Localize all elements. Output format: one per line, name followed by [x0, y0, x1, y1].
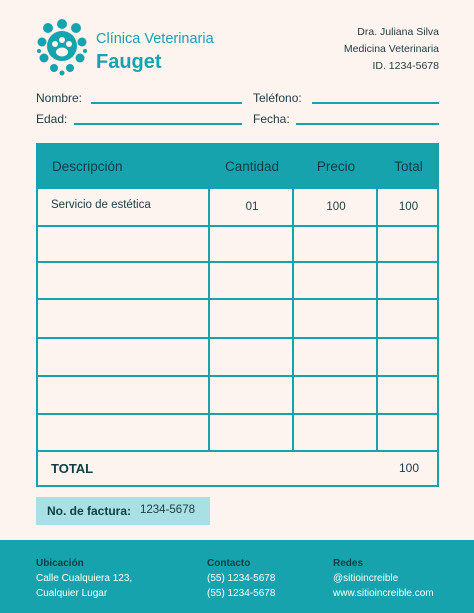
clinic-label: Clínica Veterinaria	[96, 31, 214, 47]
row-divider	[38, 413, 437, 415]
ubicacion-title: Ubicación	[36, 558, 84, 569]
header-precio: Precio	[316, 159, 356, 174]
footer-ubicacion	[36, 556, 132, 601]
row-divider	[38, 450, 437, 452]
row-quantity: 01	[245, 201, 259, 213]
column-divider	[292, 189, 294, 451]
footer-contacto	[207, 556, 275, 601]
table-header	[38, 145, 437, 189]
ubicacion-line: Calle Cualquiera 123,	[36, 573, 133, 584]
footer-redes	[333, 556, 434, 601]
telefono-label: Teléfono:	[253, 91, 302, 105]
row-divider	[38, 298, 437, 300]
row-divider	[38, 375, 437, 377]
row-divider	[38, 225, 437, 227]
edad-label: Edad:	[36, 112, 68, 126]
column-divider	[376, 189, 378, 451]
nombre-field[interactable]	[91, 102, 242, 104]
redes-title: Redes	[333, 558, 364, 569]
total-value: 100	[398, 461, 419, 475]
clinic-name: Fauget	[96, 51, 162, 73]
doctor-name: Dra. Juliana Silva	[357, 26, 439, 38]
row-price: 100	[326, 201, 346, 213]
fecha-label: Fecha:	[253, 112, 290, 126]
paw-splash-icon	[36, 18, 88, 76]
redes-website: www.sitioincreible.com	[333, 588, 434, 599]
column-divider	[208, 189, 210, 451]
contacto-phone: (55) 1234-5678	[207, 573, 276, 584]
nombre-label: Nombre:	[36, 91, 83, 105]
total-label: TOTAL	[51, 461, 94, 476]
edad-field[interactable]	[74, 123, 242, 125]
invoice-number-value: 1234-5678	[140, 504, 195, 516]
invoice-table	[36, 143, 439, 487]
contacto-title: Contacto	[207, 558, 251, 569]
header-descripcion: Descripción	[52, 159, 123, 174]
row-description: Servicio de estética	[51, 199, 151, 211]
header-total: Total	[394, 159, 423, 174]
header-cantidad: Cantidad	[224, 159, 280, 174]
doctor-id: ID. 1234-5678	[372, 60, 439, 72]
redes-handle: @sitioincreible	[333, 573, 399, 584]
contacto-phone: (55) 1234-5678	[207, 588, 276, 599]
doctor-title: Medicina Veterinaria	[343, 43, 439, 55]
row-total: 100	[398, 201, 419, 213]
row-divider	[38, 261, 437, 263]
invoice-number-label: No. de factura:	[47, 504, 132, 518]
telefono-field[interactable]	[312, 102, 439, 104]
fecha-field[interactable]	[296, 123, 439, 125]
invoice-number-box	[36, 497, 210, 525]
ubicacion-line: Cualquier Lugar	[36, 588, 108, 599]
doctor-info	[344, 24, 439, 75]
row-divider	[38, 337, 437, 339]
footer	[0, 540, 474, 613]
